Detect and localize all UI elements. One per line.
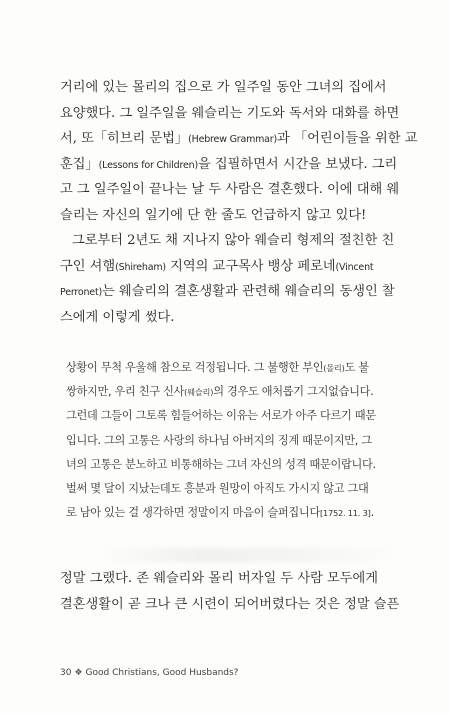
text-run: 을 집필하면서 시간을 보냈다. 그리 — [197, 156, 398, 172]
show-through-smudge — [100, 548, 400, 562]
text-run: . — [370, 506, 374, 520]
text-run: 훈집」 — [60, 156, 99, 172]
english-title-annotation: (Hebrew Grammar) — [188, 134, 278, 145]
text-run: 서, 또「히브리 문법」 — [60, 131, 189, 146]
text-line — [60, 279, 400, 305]
text-run: 상황이 무척 우울해 참으로 걱정됩니다. 그 불행한 부인 — [66, 361, 324, 374]
text-line: 슬리는 자신의 일기에 단 한 줄도 언급하지 않고 있다! — [60, 207, 367, 223]
text-run: 는 웨슬리의 결혼생활과 관련해 웨슬리의 동생인 찰 — [101, 284, 395, 299]
quote-line: 벌써 몇 달이 지났는데도 흥분과 원망이 아직도 가시지 않고 그대 — [66, 482, 369, 496]
text-line: 그로부터 2년도 채 지나지 않아 웨슬리 형제의 절친한 친 — [72, 233, 395, 248]
block-quote — [66, 356, 396, 525]
ornament-icon: ❖ — [74, 668, 83, 678]
text-run: 지역의 교구목사 뱅상 페로네 — [165, 258, 336, 274]
text-run: 도 불 — [344, 361, 369, 374]
paragraph-1 — [60, 75, 418, 228]
quote-line: 그런데 그들이 그토록 힘들어하는 이유는 서로가 아주 다르기 때문 — [66, 409, 376, 423]
quote-line — [66, 356, 396, 380]
quote-line — [66, 501, 396, 525]
text-line: 요양했다. 그 일주일을 웨슬리는 기도와 독서와 대화를 하면 — [60, 105, 400, 121]
text-line — [60, 152, 400, 178]
text-line — [60, 254, 400, 280]
text-line: 결혼생활이 곧 크나 큰 시련이 되어버렸다는 것은 정말 슬픈 — [60, 596, 400, 612]
date-citation: [1752. 11. 3] — [319, 508, 371, 519]
paragraph-2 — [60, 228, 400, 330]
inline-annotation: (웨슬리) — [184, 387, 214, 398]
english-title-annotation: (Lessons for Children) — [98, 159, 198, 171]
book-title: Good Christians, Good Husbands? — [85, 668, 239, 678]
person-name-annotation: (Vincent — [335, 261, 374, 273]
text-line: 거리에 있는 몰리의 집으로 가 일주일 동안 그녀의 집에서 — [60, 80, 387, 95]
text-run: 구인 셔햄 — [60, 258, 116, 274]
text-run: 의 경우도 애처롭기 그지없습니다. — [213, 385, 374, 399]
quote-line: 입니다. 그의 고통은 사랑의 하나님 아버지의 징계 때문이지만, 그 — [66, 433, 372, 447]
text-line: 스에게 이렇게 썼다. — [60, 309, 175, 325]
person-name-annotation: Perronet) — [60, 287, 102, 298]
running-footer — [60, 668, 238, 678]
text-line: 정말 그랬다. 존 웨슬리와 몰리 버자일 두 사람 모두에게 — [60, 571, 378, 586]
text-run: 쌍하지만, 우리 친구 신사 — [66, 385, 185, 399]
paragraph-3 — [60, 566, 400, 617]
text-run: 과 「어린이들을 위한 교 — [277, 131, 418, 146]
inline-annotation: (몰리) — [323, 363, 345, 373]
place-name-annotation: (Shireham) — [115, 261, 166, 273]
quote-line — [66, 380, 396, 404]
quote-line: 녀의 고통은 분노하고 비통해하는 그녀 자신의 성격 때문이랍니다. — [66, 457, 376, 471]
page-number: 30 — [60, 668, 72, 678]
text-line: 고 그 일주일이 끝나는 날 두 사람은 결혼했다. 이에 대해 웨 — [60, 182, 400, 197]
text-line — [60, 126, 418, 152]
text-run: 로 남아 있는 걸 생각하면 정말이지 마음이 슬퍼집니다 — [66, 506, 320, 520]
